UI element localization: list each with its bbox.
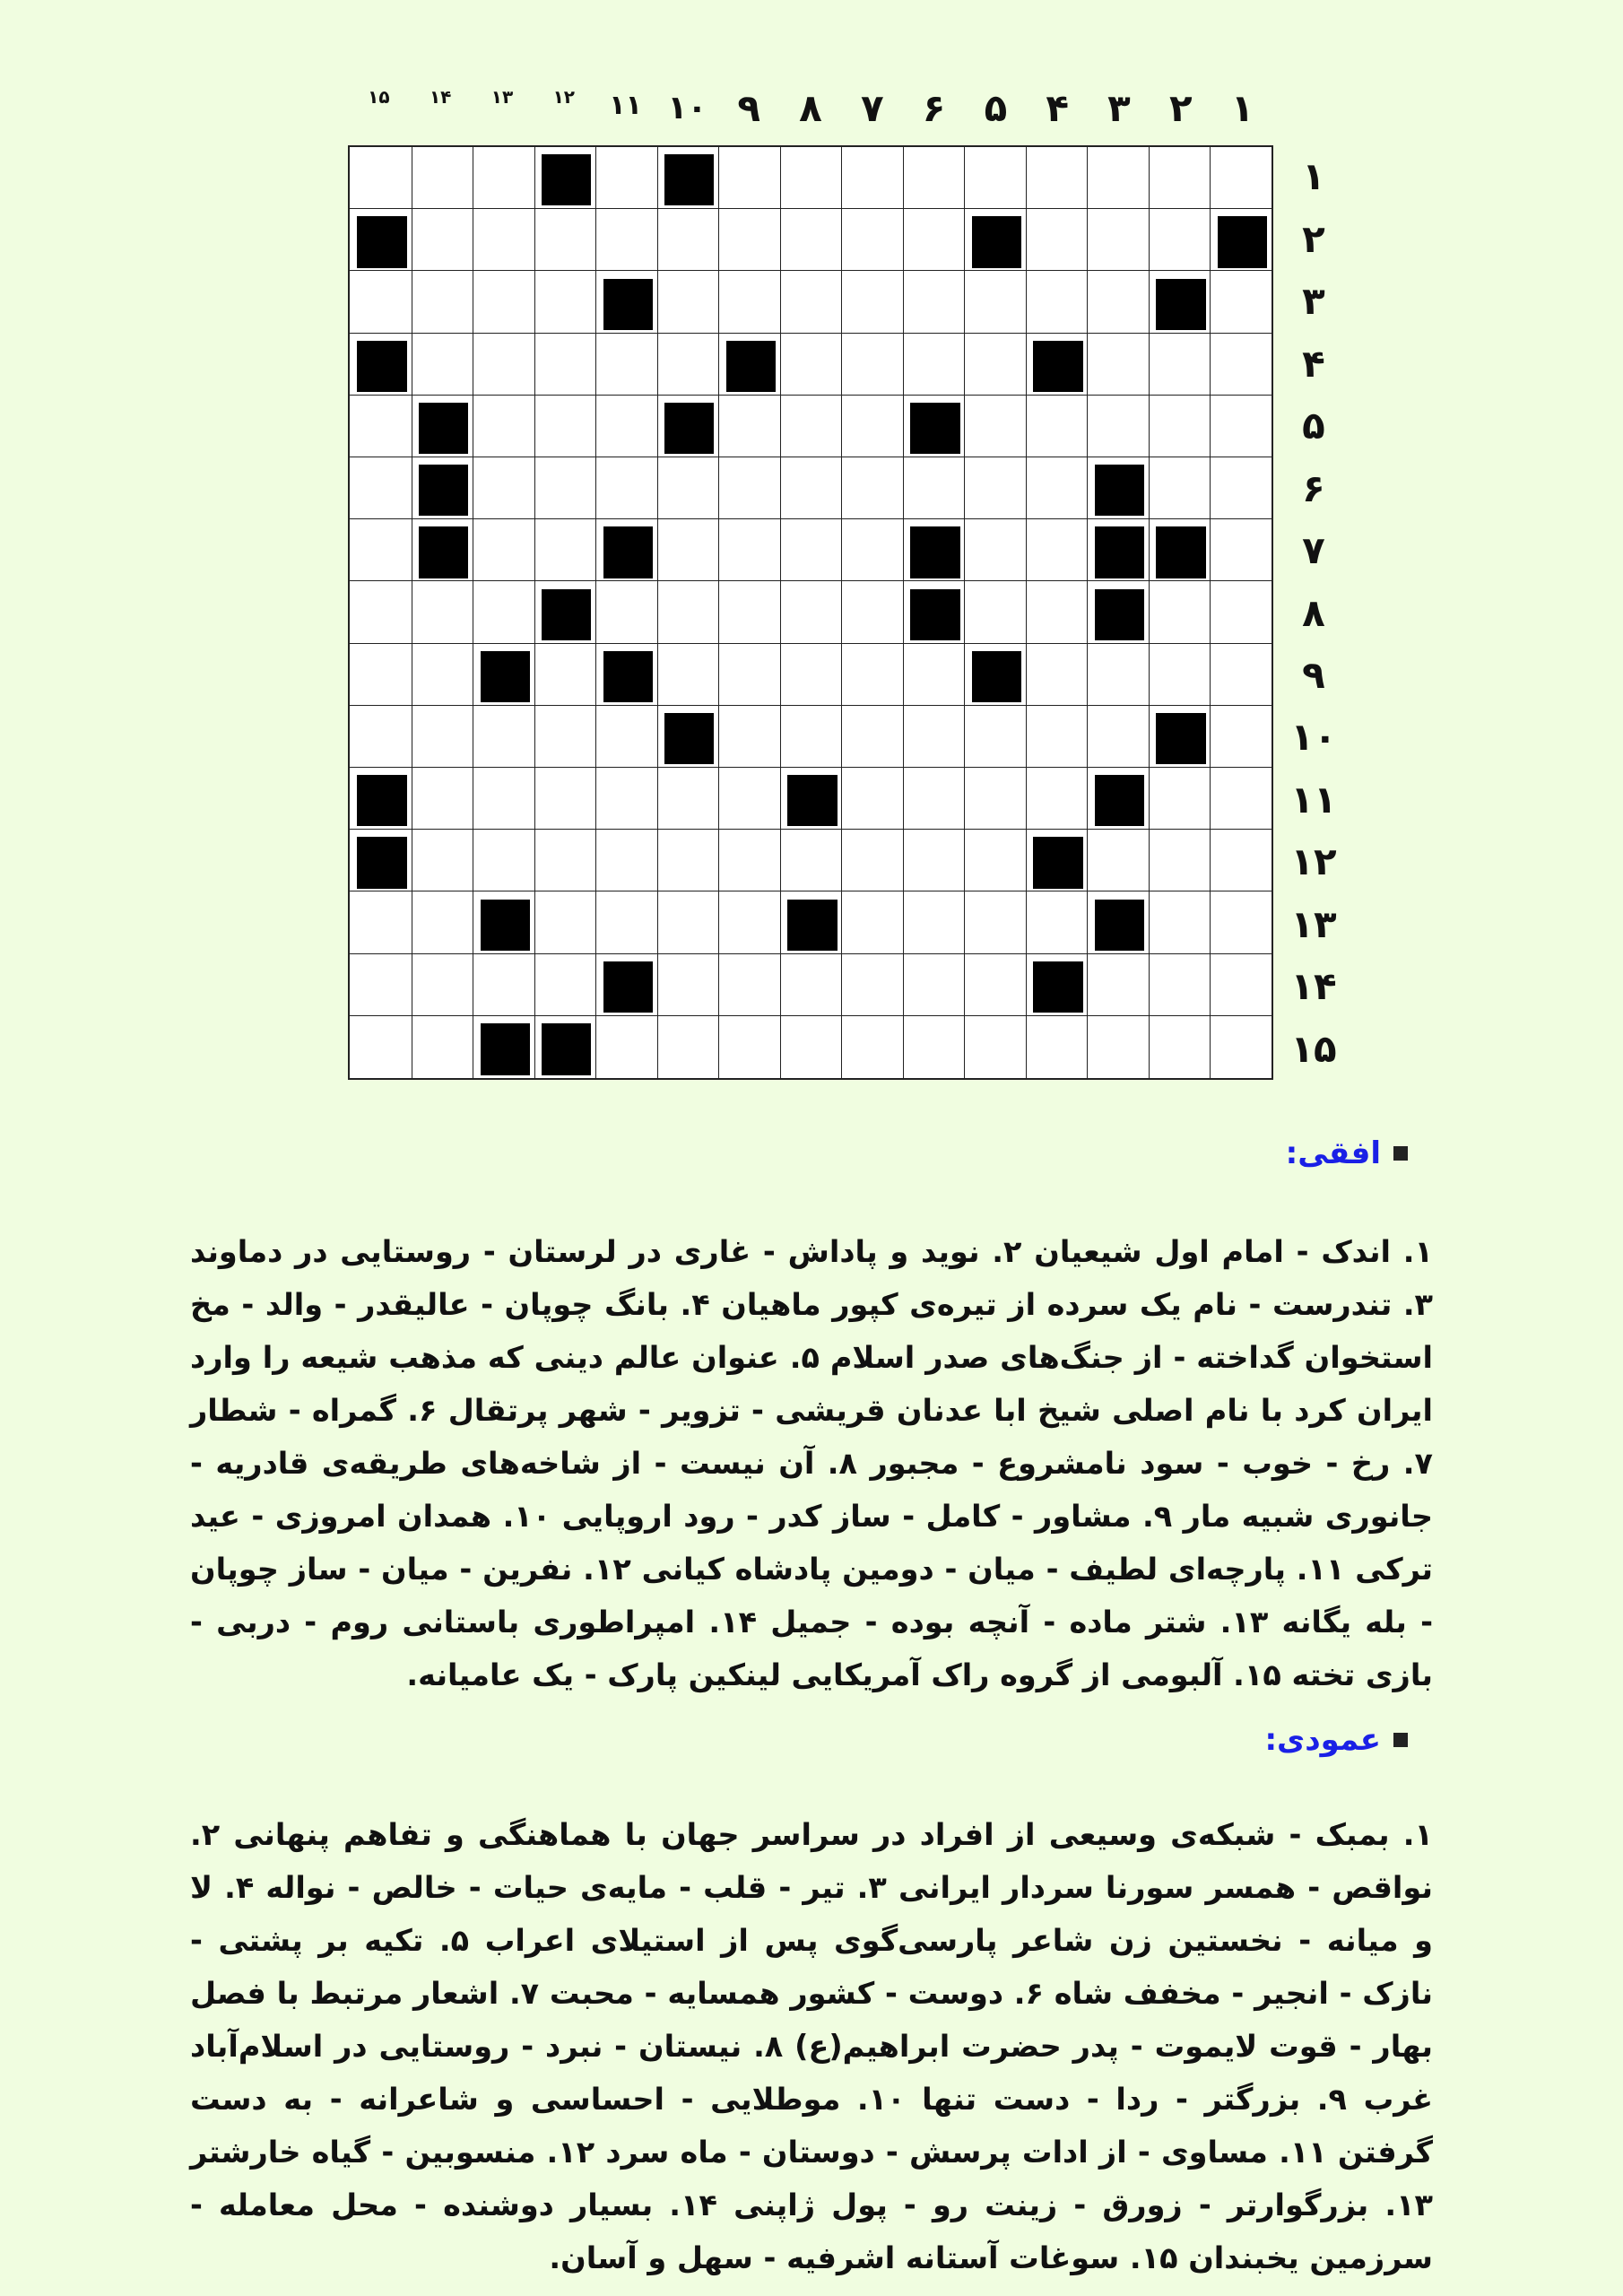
grid-cell[interactable] — [841, 768, 903, 830]
grid-cell[interactable] — [595, 1016, 657, 1078]
grid-cell[interactable] — [1149, 830, 1211, 891]
grid-cell[interactable] — [1026, 1016, 1088, 1078]
black-cell — [1026, 334, 1088, 396]
black-cell — [1087, 768, 1149, 830]
grid-cell[interactable] — [718, 1016, 780, 1078]
grid-cell[interactable] — [903, 334, 965, 396]
grid-cell[interactable] — [595, 457, 657, 519]
column-number: ۸ — [799, 86, 822, 130]
grid-cell[interactable] — [1149, 581, 1211, 643]
grid-cell[interactable] — [1149, 147, 1211, 209]
grid-cell[interactable] — [780, 954, 842, 1016]
grid-cell[interactable] — [718, 644, 780, 706]
row-number: ۱۱ — [1290, 777, 1337, 822]
grid-cell[interactable] — [718, 891, 780, 953]
grid-cell[interactable] — [350, 519, 412, 581]
bullet-icon — [1393, 1146, 1408, 1161]
grid-cell[interactable] — [964, 954, 1026, 1016]
grid-cell[interactable] — [473, 706, 534, 768]
grid-cell[interactable] — [1087, 147, 1149, 209]
grid-cell[interactable] — [1087, 209, 1149, 271]
grid-cell[interactable] — [841, 209, 903, 271]
black-cell — [1210, 209, 1271, 271]
black-cell — [903, 519, 965, 581]
grid-cell[interactable] — [903, 147, 965, 209]
grid-cell[interactable] — [534, 891, 596, 953]
grid-cell[interactable] — [473, 519, 534, 581]
grid-cell[interactable] — [841, 644, 903, 706]
grid-cell[interactable] — [534, 396, 596, 457]
grid-cell[interactable] — [1087, 644, 1149, 706]
black-cell — [473, 644, 534, 706]
black-cell — [780, 768, 842, 830]
grid-cell[interactable] — [964, 457, 1026, 519]
grid-cell[interactable] — [841, 334, 903, 396]
grid-cell[interactable] — [780, 519, 842, 581]
grid-cell[interactable] — [1210, 768, 1271, 830]
grid-cell[interactable] — [780, 644, 842, 706]
grid-cell[interactable] — [657, 457, 719, 519]
grid-cell[interactable] — [718, 581, 780, 643]
black-cell — [1087, 581, 1149, 643]
grid-cell[interactable] — [780, 706, 842, 768]
row-number: ۱۰ — [1290, 715, 1337, 760]
grid-cell[interactable] — [903, 271, 965, 333]
grid-cell[interactable] — [473, 830, 534, 891]
grid-cell[interactable] — [903, 954, 965, 1016]
grid-cell[interactable] — [1149, 644, 1211, 706]
grid-cell[interactable] — [534, 271, 596, 333]
down-clues: ۱. بمبک - شبکه‌ی وسیعی از افراد در سراسر جهان با هماهنگی و تفاهم پنهانی ۲. نواقص - همسر سورنا سردار ایرانی ۳. تیر - قلب - مایه‌ی حیات - خالص - نواله ۴. لا و میانه - نخستین زن شاعر پارسی‌گوی پس از استیلای اعراب ۵. تکیه بر پشتی - نازک - انجیر - مخفف شاه ۶. دوست - کشور همسایه - محبت ۷. اشعار مرتبط با فصل بهار - قوت لایموت - پدر حضرت ابراهیم(ع) ۸. نیستان - نبرد - روستایی در اسلام‌آباد غرب ۹. بزرگتر - ردا - دست تنها ۱۰. موطلایی - احساسی و شاعرانه - به دست گرفتن ۱۱. مساوی - از ادات پرسش - دوستان - ماه سرد ۱۲. منسوبین - گیاه خارشتر ۱۳. بزرگوارتر - زورق - زینت رو - پول ژاپنی ۱۴. بسیار دوشنده - محل معامله - سرزمین یخبندان ۱۵. سوغات آستانه اشرفیه - سهل و آسان. — [190, 1817, 1433, 2275]
black-cell — [412, 396, 473, 457]
grid-cell[interactable] — [841, 147, 903, 209]
grid-cell[interactable] — [657, 954, 719, 1016]
row-number: ۹ — [1302, 652, 1325, 697]
grid-cell[interactable] — [841, 954, 903, 1016]
column-numbers — [0, 0, 1623, 144]
grid-cell[interactable] — [964, 396, 1026, 457]
grid-cell[interactable] — [350, 581, 412, 643]
grid-cell[interactable] — [412, 581, 473, 643]
black-cell — [903, 581, 965, 643]
grid-cell[interactable] — [657, 830, 719, 891]
down-heading — [1264, 1722, 1408, 1758]
grid-cell[interactable] — [718, 768, 780, 830]
grid-cell[interactable] — [780, 396, 842, 457]
black-cell — [1087, 457, 1149, 519]
black-cell — [534, 147, 596, 209]
grid-cell[interactable] — [964, 581, 1026, 643]
row-number: ۸ — [1302, 590, 1325, 635]
black-cell — [964, 209, 1026, 271]
grid-cell[interactable] — [841, 519, 903, 581]
grid-cell[interactable] — [657, 519, 719, 581]
grid-cell[interactable] — [1149, 1016, 1211, 1078]
down-title: عمودی: — [1264, 1722, 1381, 1758]
black-cell — [595, 519, 657, 581]
grid-cell[interactable] — [473, 954, 534, 1016]
grid-cell[interactable] — [1210, 457, 1271, 519]
row-number: ۱۴ — [1290, 964, 1337, 1009]
grid-cell[interactable] — [1087, 1016, 1149, 1078]
row-number: ۱ — [1302, 154, 1325, 199]
black-cell — [657, 706, 719, 768]
grid-cell[interactable] — [1210, 334, 1271, 396]
column-number: ۱۱ — [609, 90, 642, 121]
grid-cell[interactable] — [1210, 519, 1271, 581]
grid-cell[interactable] — [595, 581, 657, 643]
grid-cell[interactable] — [1026, 891, 1088, 953]
column-number: ۶ — [922, 86, 946, 130]
grid-cell[interactable] — [534, 830, 596, 891]
column-number: ۵ — [984, 86, 1008, 130]
grid-cell[interactable] — [718, 396, 780, 457]
grid-cell[interactable] — [1210, 147, 1271, 209]
row-number: ۱۲ — [1290, 839, 1337, 884]
column-number: ۱ — [1230, 86, 1254, 130]
black-cell — [473, 1016, 534, 1078]
grid-cell[interactable] — [964, 519, 1026, 581]
grid-cell[interactable] — [1210, 954, 1271, 1016]
black-cell — [903, 396, 965, 457]
grid-cell[interactable] — [350, 396, 412, 457]
grid-cell[interactable] — [534, 519, 596, 581]
grid-cell[interactable] — [534, 457, 596, 519]
grid-cell[interactable] — [595, 768, 657, 830]
grid-cell[interactable] — [1087, 954, 1149, 1016]
grid-cell[interactable] — [534, 954, 596, 1016]
grid-cell[interactable] — [473, 396, 534, 457]
grid-cell[interactable] — [473, 581, 534, 643]
grid-cell[interactable] — [473, 457, 534, 519]
grid-cell[interactable] — [1087, 706, 1149, 768]
grid-cell[interactable] — [841, 1016, 903, 1078]
column-number: ۴ — [1046, 86, 1069, 130]
grid-cell[interactable] — [473, 271, 534, 333]
black-cell — [1149, 519, 1211, 581]
grid-cell[interactable] — [1087, 396, 1149, 457]
grid-cell[interactable] — [595, 334, 657, 396]
grid-cell[interactable] — [595, 209, 657, 271]
black-cell — [350, 209, 412, 271]
black-cell — [1026, 954, 1088, 1016]
grid-cell[interactable] — [1026, 706, 1088, 768]
grid-cell[interactable] — [718, 519, 780, 581]
grid-cell[interactable] — [412, 271, 473, 333]
grid-cell[interactable] — [964, 891, 1026, 953]
grid-cell[interactable] — [1210, 644, 1271, 706]
black-cell — [657, 396, 719, 457]
grid-cell[interactable] — [841, 581, 903, 643]
grid-cell[interactable] — [412, 147, 473, 209]
grid-cell[interactable] — [780, 334, 842, 396]
grid-cell[interactable] — [350, 954, 412, 1016]
grid-cell[interactable] — [903, 209, 965, 271]
grid-cell[interactable] — [1149, 954, 1211, 1016]
grid-cell[interactable] — [350, 706, 412, 768]
black-cell — [1149, 271, 1211, 333]
black-cell — [1149, 706, 1211, 768]
grid-cell[interactable] — [1087, 334, 1149, 396]
grid-cell[interactable] — [473, 334, 534, 396]
grid-cell[interactable] — [903, 706, 965, 768]
column-number: ۱۲ — [552, 86, 575, 108]
grid-cell[interactable] — [841, 396, 903, 457]
row-numbers — [1282, 145, 1372, 1080]
grid-cell[interactable] — [903, 644, 965, 706]
grid-cell[interactable] — [350, 1016, 412, 1078]
bullet-icon — [1393, 1733, 1408, 1747]
grid-cell[interactable] — [657, 209, 719, 271]
grid-cell[interactable] — [595, 830, 657, 891]
grid-cell[interactable] — [718, 209, 780, 271]
grid-cell[interactable] — [1026, 644, 1088, 706]
grid-cell[interactable] — [412, 768, 473, 830]
grid-cell[interactable] — [841, 891, 903, 953]
across-title: افقی: — [1285, 1135, 1381, 1171]
column-number: ۱۳ — [490, 86, 514, 108]
grid-cell[interactable] — [350, 457, 412, 519]
grid-cell[interactable] — [1210, 891, 1271, 953]
grid-cell[interactable] — [964, 830, 1026, 891]
grid-cell[interactable] — [1210, 1016, 1271, 1078]
row-number: ۲ — [1302, 216, 1325, 261]
grid-cell[interactable] — [412, 891, 473, 953]
grid-cell[interactable] — [903, 457, 965, 519]
grid-cell[interactable] — [718, 954, 780, 1016]
grid-cell[interactable] — [1026, 271, 1088, 333]
grid-cell[interactable] — [350, 644, 412, 706]
grid-cell[interactable] — [473, 209, 534, 271]
column-number: ۱۴ — [429, 86, 452, 108]
grid-cell[interactable] — [657, 768, 719, 830]
black-cell — [964, 644, 1026, 706]
grid-cell[interactable] — [780, 271, 842, 333]
grid-cell[interactable] — [657, 644, 719, 706]
grid-cell[interactable] — [1149, 768, 1211, 830]
grid-cell[interactable] — [780, 147, 842, 209]
row-number: ۴ — [1302, 341, 1325, 386]
row-number: ۳ — [1302, 279, 1325, 324]
black-cell — [350, 830, 412, 891]
grid-cell[interactable] — [1026, 147, 1088, 209]
grid-cell[interactable] — [534, 334, 596, 396]
grid-cell[interactable] — [1026, 457, 1088, 519]
black-cell — [534, 1016, 596, 1078]
crossword-grid — [348, 145, 1273, 1080]
black-cell — [595, 954, 657, 1016]
grid-cell[interactable] — [964, 271, 1026, 333]
black-cell — [657, 147, 719, 209]
grid-cell[interactable] — [595, 147, 657, 209]
across-heading — [1286, 1135, 1408, 1171]
grid-cell[interactable] — [657, 271, 719, 333]
grid-cell[interactable] — [841, 271, 903, 333]
grid-cell[interactable] — [657, 334, 719, 396]
black-cell — [350, 334, 412, 396]
black-cell — [1026, 830, 1088, 891]
grid-cell[interactable] — [718, 147, 780, 209]
grid-cell[interactable] — [595, 706, 657, 768]
grid-cell[interactable] — [718, 457, 780, 519]
grid-cell[interactable] — [1026, 768, 1088, 830]
grid-cell[interactable] — [595, 891, 657, 953]
row-number: ۵ — [1302, 404, 1325, 448]
grid-cell[interactable] — [534, 768, 596, 830]
grid-cell[interactable] — [1026, 519, 1088, 581]
grid-cell[interactable] — [1149, 209, 1211, 271]
black-cell — [780, 891, 842, 953]
grid-cell[interactable] — [595, 396, 657, 457]
grid-cell[interactable] — [780, 209, 842, 271]
grid-cell[interactable] — [841, 830, 903, 891]
grid-cell[interactable] — [964, 706, 1026, 768]
column-number: ۷ — [860, 86, 884, 130]
column-number: ۳ — [1107, 86, 1131, 130]
column-number: ۹ — [737, 86, 760, 130]
grid-cell[interactable] — [473, 147, 534, 209]
grid-cell[interactable] — [964, 1016, 1026, 1078]
black-cell — [534, 581, 596, 643]
grid-cell[interactable] — [718, 706, 780, 768]
black-cell — [718, 334, 780, 396]
grid-cell[interactable] — [534, 209, 596, 271]
column-number: ۱۵ — [368, 86, 390, 108]
grid-cell[interactable] — [780, 830, 842, 891]
grid-cell[interactable] — [412, 1016, 473, 1078]
grid-cell[interactable] — [964, 768, 1026, 830]
row-number: ۱۵ — [1290, 1026, 1337, 1071]
grid-cell[interactable] — [1149, 891, 1211, 953]
grid-cell[interactable] — [657, 891, 719, 953]
grid-cell[interactable] — [412, 954, 473, 1016]
black-cell — [350, 768, 412, 830]
row-number: ۷ — [1302, 528, 1325, 573]
grid-cell[interactable] — [780, 581, 842, 643]
column-number: ۲ — [1168, 86, 1193, 130]
grid-cell[interactable] — [964, 334, 1026, 396]
grid-cell[interactable] — [903, 830, 965, 891]
grid-cell[interactable] — [964, 147, 1026, 209]
grid-cell[interactable] — [1210, 396, 1271, 457]
grid-cell[interactable] — [473, 768, 534, 830]
grid-cell[interactable] — [1026, 581, 1088, 643]
grid-cell[interactable] — [1210, 581, 1271, 643]
across-clues: ۱. اندک - امام اول شیعیان ۲. نوید و پاداش - غاری در لرستان - روستایی در دماوند ۳. تندرست - نام یک سرده از تیره‌ی کپور ماهیان ۴. بانگ چوپان - عالیقدر - والد - مخ استخوان گداخته - از جنگ‌های صدر اسلام ۵. عنوان عالم دینی که مذهب شیعه را وارد ایران کرد با نام اصلی شیخ ابا عدنان قریشی - تزویر - شهر پرتقال ۶. گمراه - شطار ۷. رخ - خوب - سود نامشروع - مجبور ۸. آن نیست - از شاخه‌های طریقه‌ی قادریه - جانوری شبیه مار ۹. مشاور - کامل - ساز کدر - رود اروپایی ۱۰. همدان امروزی - عید ترکی ۱۱. پارچه‌ای لطیف - میان - دومین پادشاه کیانی ۱۲. نفرین - میان - ساز چوپان - بله یگانه ۱۳. شتر ماده - آنچه بوده - جمیل ۱۴. امپراطوری باستانی روم - دربی - بازی تخته ۱۵. آلبومی از گروه راک آمریکایی لینکین پارک - یک عامیانه. — [190, 1234, 1434, 1692]
grid-cell[interactable] — [1026, 209, 1088, 271]
grid-cell[interactable] — [1210, 271, 1271, 333]
grid-cell[interactable] — [780, 457, 842, 519]
grid-cell[interactable] — [350, 147, 412, 209]
grid-cell[interactable] — [1087, 271, 1149, 333]
grid-cell[interactable] — [412, 334, 473, 396]
grid-cell[interactable] — [903, 1016, 965, 1078]
grid-cell[interactable] — [780, 1016, 842, 1078]
black-cell — [595, 271, 657, 333]
black-cell — [412, 457, 473, 519]
grid-cell[interactable] — [350, 271, 412, 333]
grid-cell[interactable] — [1149, 396, 1211, 457]
column-number: ۱۰ — [667, 90, 707, 126]
grid-cell[interactable] — [412, 644, 473, 706]
grid-cell[interactable] — [718, 271, 780, 333]
grid-cell[interactable] — [657, 1016, 719, 1078]
grid-cell[interactable] — [657, 581, 719, 643]
row-number: ۶ — [1302, 465, 1325, 510]
grid-cell[interactable] — [534, 644, 596, 706]
grid-cell[interactable] — [534, 706, 596, 768]
row-number: ۱۳ — [1290, 901, 1337, 946]
grid-cell[interactable] — [1026, 396, 1088, 457]
grid-cell[interactable] — [1210, 830, 1271, 891]
grid-cell[interactable] — [1210, 706, 1271, 768]
grid-cell[interactable] — [1149, 334, 1211, 396]
grid-cell[interactable] — [412, 209, 473, 271]
black-cell — [1087, 519, 1149, 581]
black-cell — [595, 644, 657, 706]
grid-cell[interactable] — [841, 706, 903, 768]
grid-cell[interactable] — [903, 891, 965, 953]
black-cell — [412, 519, 473, 581]
black-cell — [1087, 891, 1149, 953]
black-cell — [473, 891, 534, 953]
grid-cell[interactable] — [841, 457, 903, 519]
grid-cell[interactable] — [1087, 830, 1149, 891]
grid-cell[interactable] — [350, 891, 412, 953]
grid-cell[interactable] — [1149, 457, 1211, 519]
grid-cell[interactable] — [412, 706, 473, 768]
grid-cell[interactable] — [412, 830, 473, 891]
grid-cell[interactable] — [718, 830, 780, 891]
grid-cell[interactable] — [903, 768, 965, 830]
